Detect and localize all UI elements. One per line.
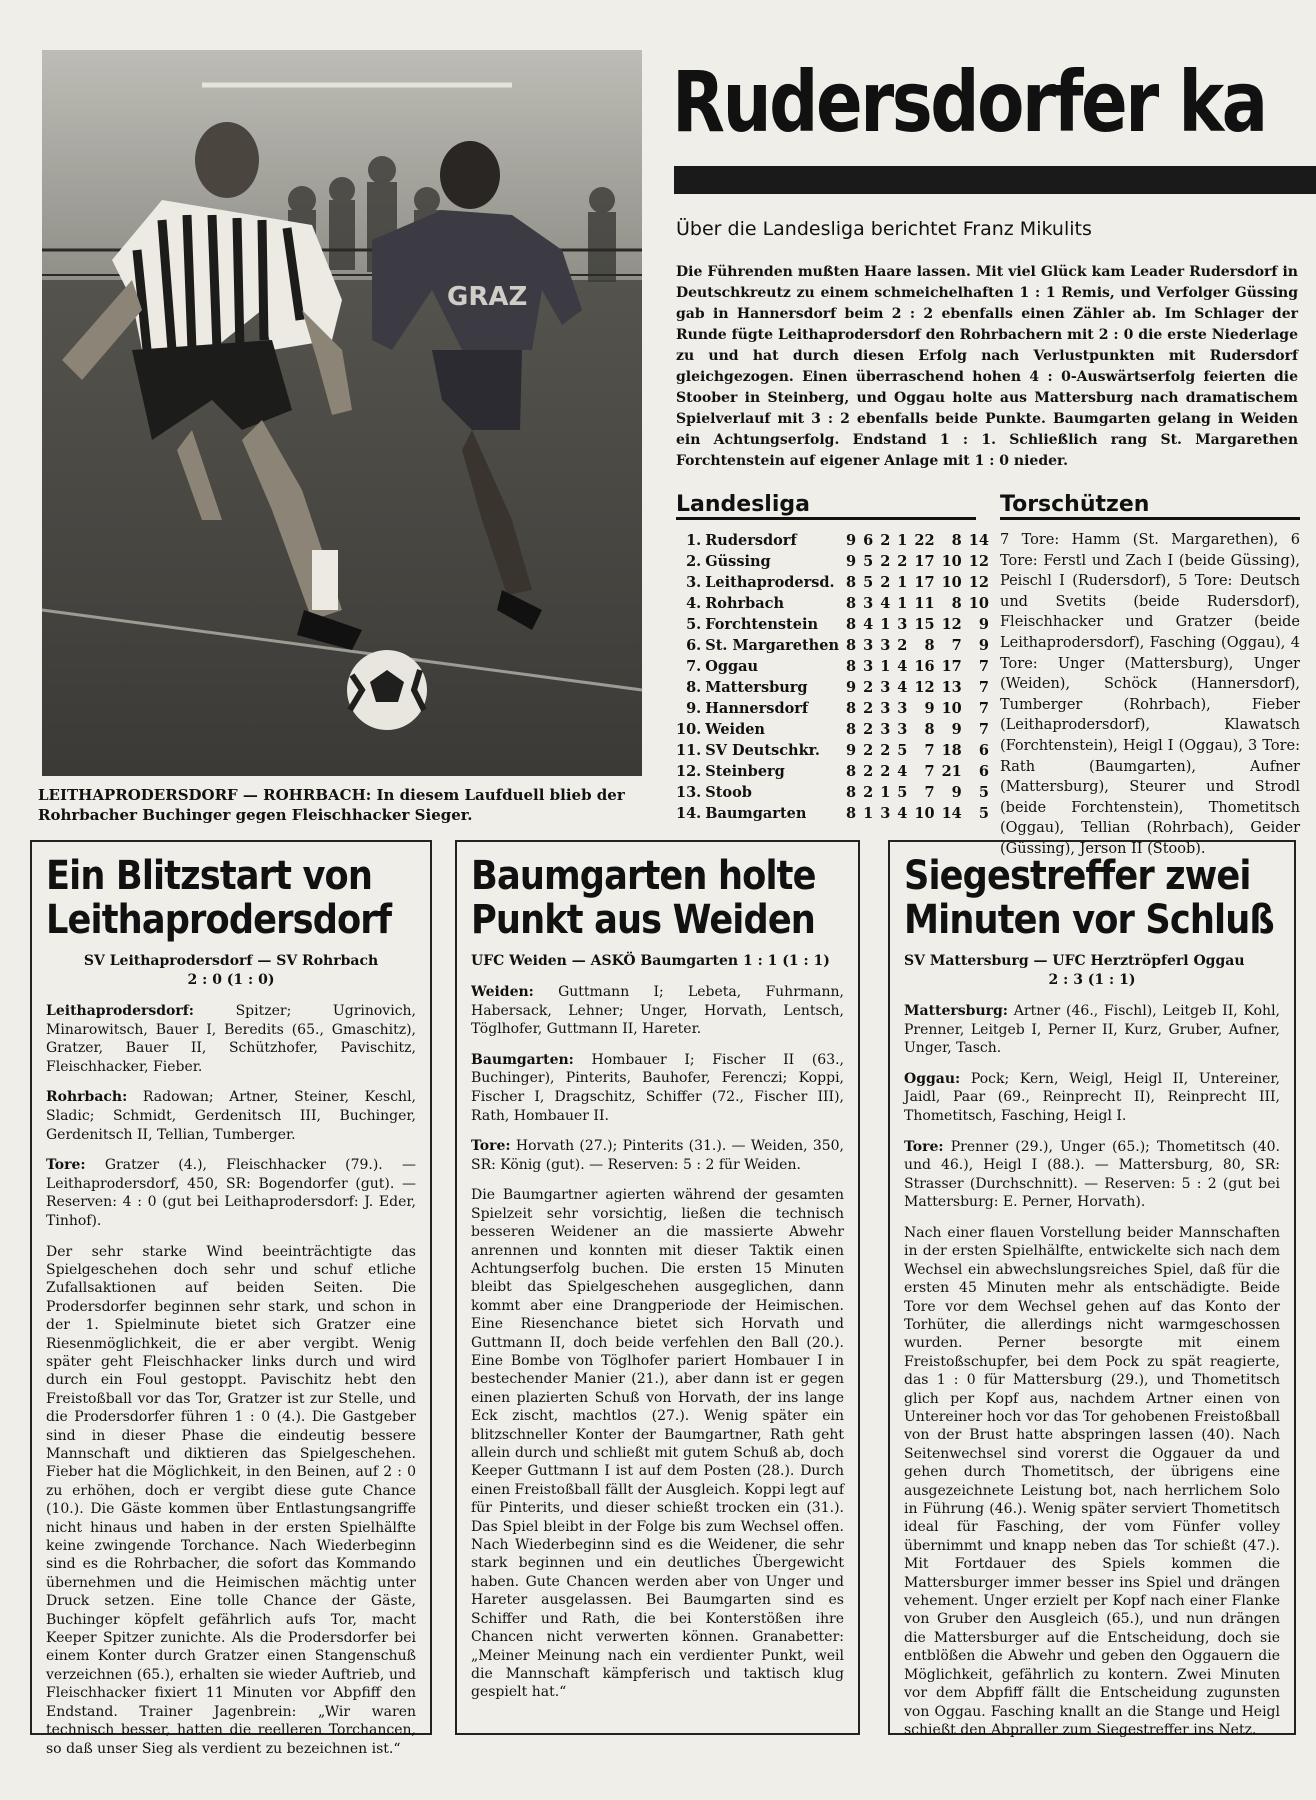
table-value: 7: [951, 637, 962, 654]
table-value: 8: [951, 595, 962, 612]
article-title: Siegestreffer zwei Minuten vor Schluß: [904, 853, 1274, 943]
table-value: 9: [951, 721, 962, 738]
table-rank: 11.: [676, 742, 702, 759]
match-score: 2 : 0 (1 : 0): [187, 972, 275, 988]
table-value: 9: [846, 553, 857, 570]
table-value: 8: [846, 616, 857, 633]
table-row: [676, 635, 989, 656]
table-value: 1: [897, 595, 908, 612]
table-value: 17: [914, 574, 935, 591]
table-row: [676, 551, 989, 572]
article-title: Baumgarten holte Punkt aus Weiden: [471, 853, 816, 943]
table-rank: 8.: [686, 679, 702, 696]
table-value: 8: [846, 658, 857, 675]
table-value: 4: [897, 763, 908, 780]
lineup-team2-players: Radowan; Artner, Steiner, Keschl, Sladic; Schmidt, Gerdenitsch III, Buchinger, Gerdenitsch II, Tellian, Tumberger.: [46, 1089, 417, 1143]
table-value: 6: [863, 532, 874, 549]
byline: Über die Landesliga berichtet Franz Mikulits: [676, 218, 1092, 240]
article-body: Die Baumgartner agierten während der gesamten Spielzeit sehr vorsichtig, ließen die technisch besseren Weidener an die massierte Abwehr anrennen und konnten mit dieser Taktik einen Achtungserfolg buchen. Die ersten 15 Minuten bleibt das Spielgeschehen ausgeglichen, dann kommt aber eine Drangperiode der Heimischen. Eine Riesenchance bietet sich Horvath und Guttmann II, doch beide verfehlen den Ball (20.). Eine Bombe von Töglhofer pariert Hombauer I in bestechender Manier (21.), aber dann ist er gegen einen plazierten Schuß von Horvath, der ins lange Eck zischt, machtlos (27.). Wenig später ein blitzschneller Konter der Baumgartner, Rath geht allein durch und schließt mit gutem Schuß ab, doch Keeper Guttmann I ist auf dem Posten (28.). Durch einen Freistoßball fällt der Ausgleich. Koppi legt auf für Pinterits, und dieser schießt trocken ein (31.). Das Spiel bleibt in der Folge bis zum Wechsel offen. Nach Wiederbeginn sind es die Weidener, die sehr stark beginnen und ein deutliches Übergewicht haben. Gute Chancen werden aber von Unger und Hareter ausgelassen. Bei Baumgarten sind es Schiffer und Rath, die bei Konterstößen ihre Chancen nicht verwerten können. Granabetter: „Meiner Meinung nach ein verdienter Punkt, weil die Mannschaft kämpferisch und taktisch klug gespielt hat.“: [471, 1187, 844, 1701]
scorers-section: [1000, 492, 1300, 860]
lineup-team2-players: Pock; Kern, Weigl, Heigl II, Untereiner, Jaidl, Paar (69., Reinprecht II), Reinprecht III, Thometitsch, Fasching, Heigl I.: [904, 1070, 1280, 1124]
table-value: 12: [968, 553, 989, 570]
table-value: 9: [846, 679, 857, 696]
table-value: 2: [880, 742, 891, 759]
table-value: 8: [846, 721, 857, 738]
table-row: [676, 740, 989, 761]
lineup-team2: [46, 1088, 416, 1144]
table-value: 7: [924, 742, 935, 759]
table-value: 4: [880, 595, 891, 612]
article-body: Der sehr starke Wind beeinträchtigte das Spielgeschehen doch sehr und schuf etliche Zufallsaktionen auf beiden Seiten. Die Prodersdorfer beginnen sehr stark, und schon in der 1. Spielminute bietet sich Gratzer eine Riesenmöglichkeit, die er aber vergibt. Wenig später geht Fleischhacker links durch und wird durch ein Foul gestoppt. Pavischitz hebt den Freistoßball vor das Tor, Gratzer ist zur Stelle, und die Prodersdorfer führen 1 : 0 (4.). Die Gastgeber sind in dieser Phase die eindeutig bessere Mannschaft und diktieren das Spielgeschehen. Fieber hat die Möglichkeit, in den Beinen, auf 2 : 0 zu erhöhen, doch er vergibt diese gute Chance (10.). Die Gäste kommen über Entlastungsangriffe nicht hinaus und haben in der ersten Spielhälfte keine zwingende Torchance. Nach Wiederbeginn sind es die Rohrbacher, die sofort das Kommando übernehmen und die Heimischen mächtig unter Druck setzen. Eine tolle Chance der Gäste, Buchinger köpfelt gefährlich aufs Tor, macht Keeper Spitzer zunichte. Als die Prodersdorfer bei einem Konter durch Gratzer einen Stangenschuß verzeichnen (65.), erhalten sie wieder Auftrieb, und Fleischhacker fixiert 11 Minuten vor Abpfiff den Endstand. Trainer Jagenbrein: „Wir waren technisch besser, hatten die reelleren Torchancen, so daß unser Sieg als verdient zu bezeichnen ist.“: [46, 1243, 416, 1757]
lineup-team1: [471, 983, 844, 1039]
table-value: 8: [846, 784, 857, 801]
table-value: 3: [897, 700, 908, 717]
table-row: [676, 677, 989, 698]
table-team: Mattersburg: [705, 679, 808, 696]
table-value: 2: [880, 574, 891, 591]
headline-rule: [674, 166, 1316, 194]
league-table-rule: [676, 517, 976, 520]
table-value: 10: [941, 700, 962, 717]
table-value: 3: [880, 805, 891, 822]
match-info-text: Gratzer (4.), Fleischhacker (79.). — Leithaprodersdorf, 450, SR: Bogendorfer (gut). — Reserven: 4 : 0 (gut bei Leithaprodersdorf: J. Eder, Tinhof).: [46, 1157, 416, 1229]
table-value: 22: [914, 532, 935, 549]
lineup-team2-players: Hombauer I; Fischer II (63., Buchinger), Pinterits, Bauhofer, Ferenczi; Koppi, Fischer I, Dragschitz, Schiffer (72., Fischer III), Rath, Hombauer II.: [471, 1051, 845, 1124]
table-team: Weiden: [705, 721, 765, 738]
table-team: Forchtenstein: [705, 616, 819, 633]
article-title: Ein Blitzstart von Leithaprodersdorf: [46, 853, 392, 943]
table-value: 10: [914, 805, 935, 822]
photo-caption: LEITHAPRODERSDORF — ROHRBACH: In diesem Laufduell blieb der Rohrbacher Buchinger gegen Fleischhacker Sieger.: [38, 786, 625, 824]
table-value: 3: [880, 637, 891, 654]
table-rank: 6.: [686, 637, 702, 654]
table-value: 15: [914, 616, 935, 633]
table-value: 2: [880, 532, 891, 549]
intro-text: Die Führenden mußten Haare lassen. Mit viel Glück kam Leader Rudersdorf in Deutschkreutz zu einem schmeichelhaften 1 : 1 Remis, und Verfolger Güssing gab in Hannersdorf beim 2 : 2 ebenfalls einen Zähler ab. Im Schlager der Runde fügte Leithaprodersdorf den Rohrbachern mit 2 : 0 die erste Niederlage zu und hat durch diesen Erfolg nach Verlustpunkten mit Rudersdorf gleichgezogen. Einen überraschend hohen 4 : 0-Auswärtserfolg feierten die Stoober in Steinberg, und Oggau holte aus Mattersburg nach dramatischem Spielverlauf mit 3 : 2 ebenfalls beide Punkte. Baumgarten gelang in Weiden ein Achtungserfolg. Endstand 1 : 1. Schließlich rang St. Margarethen Forchtenstein auf eigener Anlage mit 1 : 0 nieder.: [676, 264, 1298, 469]
table-value: 8: [846, 637, 857, 654]
table-value: 3: [897, 616, 908, 633]
table-team: Hannersdorf: [705, 700, 809, 717]
table-value: 7: [978, 658, 989, 675]
table-value: 3: [863, 658, 874, 675]
table-row: [676, 803, 989, 824]
league-table-section: [676, 492, 989, 824]
table-value: 2: [863, 700, 874, 717]
table-value: 17: [914, 553, 935, 570]
table-value: 1: [863, 805, 874, 822]
table-value: 8: [846, 574, 857, 591]
table-row: [676, 656, 989, 677]
table-value: 4: [897, 805, 908, 822]
table-value: 11: [914, 595, 935, 612]
table-team: Leithaprodersd.: [705, 574, 835, 591]
table-team: Rohrbach: [705, 595, 785, 612]
table-value: 5: [978, 805, 989, 822]
match-info-label: Tore:: [904, 1138, 944, 1155]
table-value: 2: [897, 637, 908, 654]
table-value: 13: [941, 679, 962, 696]
table-value: 18: [941, 742, 962, 759]
table-value: 5: [863, 574, 874, 591]
match-info-label: Tore:: [46, 1157, 86, 1174]
article-box-1: [30, 840, 432, 1757]
table-value: 9: [978, 616, 989, 633]
football-photo-illustration: [42, 50, 642, 776]
table-value: 5: [897, 742, 908, 759]
table-value: 8: [846, 700, 857, 717]
table-value: 2: [863, 679, 874, 696]
table-rank: 7.: [686, 658, 702, 675]
match-info-text: Horvath (27.); Pinterits (31.). — Weiden, 350, SR: König (gut). — Reserven: 5 : 2 für Weiden.: [471, 1138, 844, 1173]
lineup-team1-label: Leithaprodersdorf:: [46, 1003, 194, 1019]
table-value: 3: [880, 721, 891, 738]
table-value: 9: [978, 637, 989, 654]
table-value: 3: [897, 721, 908, 738]
jersey-text-bottom: GRAZ: [447, 282, 528, 312]
match-line: UFC Weiden — ASKÖ Baumgarten 1 : 1 (1 : 1): [471, 953, 830, 969]
table-row: [676, 530, 989, 551]
lineup-team2-label: Oggau:: [904, 1070, 961, 1087]
table-rank: 12.: [676, 763, 702, 780]
match-info: [904, 1138, 1280, 1212]
match-info: [46, 1156, 416, 1230]
lineup-team1-label: Mattersburg:: [904, 1003, 1008, 1019]
lineup-team1: [46, 1002, 416, 1076]
table-value: 7: [978, 700, 989, 717]
table-team: SV Deutschkr.: [705, 742, 820, 759]
match-score: 2 : 3 (1 : 1): [1048, 972, 1136, 988]
lineup-team2: [471, 1051, 844, 1125]
lineup-team2-label: Baumgarten:: [471, 1051, 574, 1068]
table-team: St. Margarethen: [705, 637, 839, 654]
table-value: 3: [863, 637, 874, 654]
table-value: 16: [914, 658, 935, 675]
table-value: 5: [897, 784, 908, 801]
table-value: 8: [924, 721, 935, 738]
table-value: 4: [897, 658, 908, 675]
lineup-team1: [904, 1002, 1280, 1058]
table-value: 1: [880, 658, 891, 675]
table-team: Stoob: [705, 784, 752, 801]
league-table-title: Landesliga: [676, 492, 810, 517]
table-value: 3: [863, 595, 874, 612]
table-value: 3: [880, 700, 891, 717]
table-value: 4: [897, 679, 908, 696]
table-value: 2: [863, 721, 874, 738]
table-value: 2: [863, 763, 874, 780]
table-team: Güssing: [705, 553, 771, 570]
table-value: 7: [924, 784, 935, 801]
table-row: [676, 761, 989, 782]
lineup-team1-players: Spitzer; Ugrinovich, Minarowitsch, Bauer I, Beredits (65., Gmaschitz), Gratzer, Bauer II, Schützhofer, Pavischitz, Fleischhacker, Fieber.: [46, 1003, 417, 1075]
table-value: 2: [897, 553, 908, 570]
table-value: 1: [880, 784, 891, 801]
table-value: 7: [924, 763, 935, 780]
article-body: Nach einer flauen Vorstellung beider Mannschaften in der ersten Spielhälfte, entwickelte sich nach dem Wechsel ein abwechslungsreiches Spiel, daß für die ersten 45 Minuten mehr als entschädigte. Beide Tore vor dem Wechsel gehen auf das Konto der Torhüter, die allerdings nicht warmgeschossen wurden. Perner besorgte mit einem Freistoßschupfer, bei dem Pock zu spät reagierte, das 1 : 0 für Mattersburg (29.), und Thometitsch glich per Kopf aus, nachdem Artner einen von Untereiner hoch vor das Tor gehobenen Freistoßball von der Brust hatte abspringen lassen (40). Nach Seitenwechsel sind vorerst die Oggauer da und gehen durch Thometitsch, der übrigens eine ausgezeichnete Leistung bot, nach herrlichem Solo in Führung (46.). Wenig später serviert Thometitsch ideal für Fasching, der vom Fünfer volley übernimmt und knapp neben das Tor schießt (47.). Mit Fortdauer des Spiels kommen die Mattersburger immer besser ins Spiel und drängen vehement. Unger erzielt per Kopf nach einer Flanke von Gruber den Ausgleich (65.), und nun drängen die Mattersburger auf die Entscheidung, doch sie entblößen die Abwehr und geben den Oggauern die Möglichkeit, gefährlich zu kontern. Zwei Minuten vor dem Abpfiff fällt die Entscheidung zugunsten von Oggau. Fasching knallt an die Stange und Heigl schießt den Abpraller zum Siegestreffer ins Netz.: [904, 1224, 1280, 1738]
lineup-team1-label: Weiden:: [471, 984, 534, 1000]
table-value: 3: [880, 679, 891, 696]
table-rank: 1.: [686, 532, 702, 549]
table-rank: 14.: [676, 805, 702, 822]
table-value: 5: [863, 553, 874, 570]
table-value: 21: [941, 763, 962, 780]
table-value: 7: [978, 721, 989, 738]
table-value: 10: [941, 553, 962, 570]
table-team: Steinberg: [705, 763, 785, 780]
table-value: 9: [924, 700, 935, 717]
lineup-team2: [904, 1070, 1280, 1126]
table-value: 14: [968, 532, 989, 549]
table-value: 10: [968, 595, 989, 612]
table-rank: 13.: [676, 784, 702, 801]
table-team: Oggau: [705, 658, 759, 675]
table-value: 6: [978, 742, 989, 759]
table-value: 2: [863, 742, 874, 759]
table-rank: 4.: [686, 595, 702, 612]
table-value: 12: [941, 616, 962, 633]
table-row: [676, 572, 989, 593]
match-line: SV Leithaprodersdorf — SV Rohrbach: [83, 953, 379, 969]
table-row: [676, 593, 989, 614]
table-value: 2: [880, 553, 891, 570]
table-value: 9: [846, 532, 857, 549]
table-value: 1: [897, 574, 908, 591]
scorers-text: 7 Tore: Hamm (St. Margarethen), 6 Tore: Ferstl und Zach I (beide Güssing), Peischl I (Rudersdorf), 5 Tore: Deutsch und Svetits (beide Rudersdorf), Fleischhacker und Gratzer (beide Leithaprodersdorf), Fasching (Oggau), 4 Tore: Unger (Mattersburg), Unger (Weiden), Schöck (Hannersdorf), Tumberger (Rohrbach), Fieber (Leithaprodersdorf), Klawatsch (Forchtenstein), Heigl I (Oggau), 3 Tore: Rath (Baumgarten), Aufner (Mattersburg), Steurer und Strodl (beide Forchtenstein), Thometitsch (Oggau), Tellian (Rohrbach), Geider (Güssing), Jerson II (Stoob).: [1000, 532, 1300, 857]
table-value: 8: [846, 763, 857, 780]
scorers-title: Torschützen: [1000, 492, 1150, 517]
table-row: [676, 782, 989, 803]
table-value: 1: [880, 616, 891, 633]
table-value: 14: [941, 805, 962, 822]
lineup-team2-label: Rohrbach:: [46, 1089, 128, 1106]
table-value: 6: [978, 763, 989, 780]
table-value: 12: [914, 679, 935, 696]
table-value: 17: [941, 658, 962, 675]
table-value: 4: [863, 616, 874, 633]
table-value: 8: [846, 805, 857, 822]
table-team: Rudersdorf: [705, 532, 797, 549]
table-value: 12: [968, 574, 989, 591]
table-value: 2: [880, 763, 891, 780]
match-info-text: Prenner (29.), Unger (65.); Thometitsch (40. und 46.), Heigl I (88.). — Mattersburg, 80, SR: Strasser (Durchschnitt). — Reserven: 5 : 2 (gut bei Mattersburg: E. Perner, Horvath).: [904, 1138, 1280, 1211]
main-headline: Rudersdorfer ka: [672, 53, 1266, 151]
table-value: 1: [897, 532, 908, 549]
match-line: SV Mattersburg — UFC Herztröpferl Oggau: [904, 953, 1245, 969]
table-rank: 5.: [686, 616, 702, 633]
match-photo: [42, 50, 642, 776]
article-box-3: [888, 840, 1296, 1738]
table-value: 8: [846, 595, 857, 612]
table-value: 10: [941, 574, 962, 591]
table-value: 2: [863, 784, 874, 801]
table-value: 9: [846, 742, 857, 759]
table-value: 9: [951, 784, 962, 801]
table-value: 7: [978, 679, 989, 696]
table-value: 8: [924, 637, 935, 654]
table-team: Baumgarten: [705, 805, 807, 822]
table-rank: 9.: [686, 700, 702, 717]
table-row: [676, 719, 989, 740]
scorers-rule: [1000, 517, 1300, 520]
table-value: 8: [951, 532, 962, 549]
match-info-label: Tore:: [471, 1138, 511, 1155]
table-rank: 3.: [686, 574, 702, 591]
table-rank: 10.: [676, 721, 702, 738]
lineup-team1-players: Artner (46., Fischl), Leitgeb II, Kohl, Prenner, Leitgeb I, Perner II, Kurz, Gruber, Aufner, Unger, Tasch.: [904, 1003, 1280, 1057]
lineup-team1-players: Guttmann I; Lebeta, Fuhrmann, Habersack, Lehner; Unger, Horvath, Lentsch, Töglhofer, Guttmann II, Hareter.: [471, 984, 844, 1038]
league-table: [676, 530, 989, 824]
match-info: [471, 1137, 844, 1174]
table-row: [676, 614, 989, 635]
article-box-2: [455, 840, 860, 1735]
table-row: [676, 698, 989, 719]
table-value: 5: [978, 784, 989, 801]
football: [347, 650, 427, 730]
table-rank: 2.: [686, 553, 702, 570]
